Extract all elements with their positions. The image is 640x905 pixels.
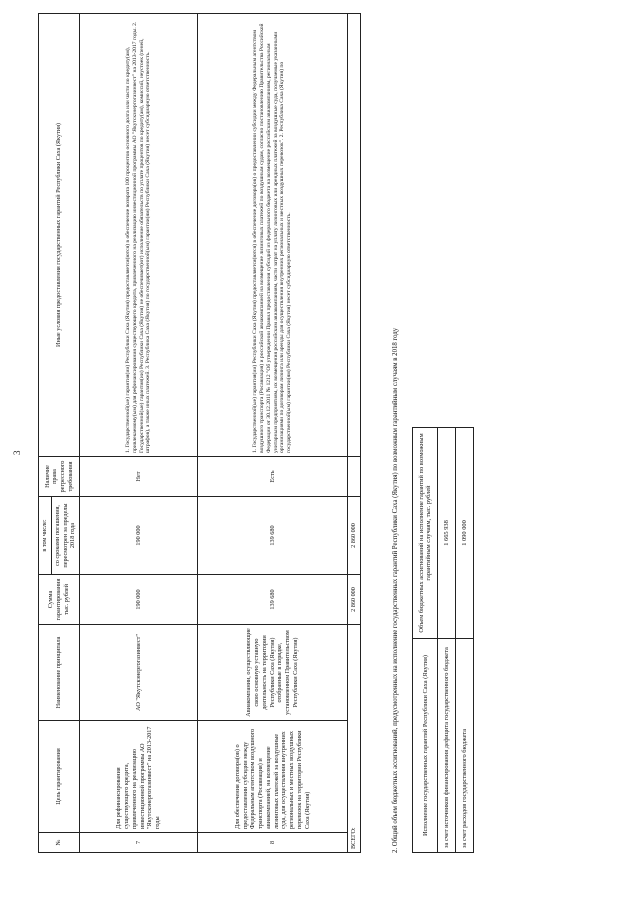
t2-row-value: 1 665 938 <box>438 428 456 639</box>
t2-header-col1: Исполнение государственных гарантий Республики Саха (Якутия) <box>413 639 438 853</box>
table-row <box>198 14 348 853</box>
header-num: № <box>39 833 80 853</box>
t2-row-label: за счет источников финансирования дефицита государственного бюджета <box>438 639 456 853</box>
header-deadline: со сроками погашения, пересмотрен за пределы 2018 года <box>51 497 79 575</box>
header-regress: Наличие права регрессного требования <box>39 457 80 497</box>
section-2-heading: 2. Общий объем бюджетных ассигнований, предусмотренных на исполнение государственных гарантий Республики Саха (Якутия) по возможным гарантийным случаям в 2018 году <box>392 327 399 853</box>
header-conditions: Иные условия предоставления государственных гарантий Республики Саха (Якутия) <box>39 14 80 457</box>
execution-table <box>412 427 474 853</box>
header-purpose: Цель гарантирования <box>39 721 80 833</box>
row-deadline: 139 680 <box>198 497 348 575</box>
row-regress: Есть <box>198 457 348 497</box>
table-row <box>438 428 456 853</box>
t2-header-col2: Объем бюджетных ассигнований на исполнение гарантий по возможным гарантийным случаям, тыс. рублей <box>413 428 438 639</box>
t2-row-value: 1 090 000 <box>456 428 474 639</box>
table-row <box>456 428 474 853</box>
guarantees-table <box>38 13 361 853</box>
total-row <box>348 14 361 853</box>
row-amount: 139 680 <box>198 575 348 625</box>
page-number: 3 <box>12 450 22 455</box>
row-purpose: Для обеспечения договора(ов) о предоставлении субсидии между Федеральным агентством воздушного транспорта (Росавиация) и авиакомпанией, на возмещение лизинговых платежей за воздушные суда, для осуществления внутренних региональных и местных воздушных перевозок на территории Республики Саха (Якутия) <box>198 721 348 833</box>
header-incl: в том числе: <box>39 497 52 575</box>
header-principal: Наименование принципала <box>39 625 80 721</box>
total-label: ВСЕГО: <box>348 625 361 853</box>
row-principal: АО "Якутскэнергогазинвест" <box>80 625 198 721</box>
row-regress: Нет <box>80 457 198 497</box>
row-conditions: 1. Государственной(ые) гарантия(ии) Республики Саха (Якутия) предоставляется(ются) в обеспечение договора(ов) о предоставлении субсидии между Федеральным агентством воздушного транспорта (Росавиация) и российской авиакомпанией на возмещение лизинговых платежей по воздушным судам, согласно постановлению Правительства Российской Федерации от 30.12.2011 № 1212 "Об утверждении Правил предоставления субсидий из федерального бюджета на возмещение российским авиакомпаниям, региональным унитарным предприятиям, их возмещения российским авиакомпаниям, части затрат на уплату лизинговых или арендных платежей за воздушные суда, получаемые указанными организациями по договорам лизинга или аренды для осуществления внутренних региональных и местных воздушных перевозок". 2. Республика Саха (Якутия) по государственной(ым) гарантии(ям) Республики Саха (Якутия) несет субсидиарную ответственность. <box>198 14 348 457</box>
header-amount: Сумма гарантирования тыс. рублей <box>39 575 80 625</box>
total-amount: 2 860 000 <box>348 575 361 625</box>
row-amount: 190 000 <box>80 575 198 625</box>
total-deadline: 2 860 000 <box>348 497 361 575</box>
t2-row-label: за счет расходов государственного бюджета <box>456 639 474 853</box>
table-row <box>80 14 198 853</box>
row-num: 7 <box>80 833 198 853</box>
row-deadline: 190 000 <box>80 497 198 575</box>
row-purpose: Для рефинансирования существующего кредита, привлеченного на реализацию инвестиционной программы АО "Якутскэнергогазинвест" на 2013-2017 годы <box>80 721 198 833</box>
row-principal: Авиакомпании, осуществляющие свою основную уставную деятельность на территории Республики Саха (Якутия) отобранные в порядке, установленном Правительством Республики Саха (Якутия) <box>198 625 348 721</box>
row-num: 8 <box>198 833 348 853</box>
row-conditions: 1. Государственной(ые) гарантия(ии) Республики Саха (Якутия) предоставляется(ются) в обеспечение возврата 100 процентов основного долга или части по кредиту(ам), привлекаемому(ым) для рефинансирования существующего кредита, привлеченного на реализацию инвестиционной программы АО "Якутскэнергогазинвест" на 2013-2017 годы. 2. Государственной(ые) гарантия(ии) Республики Саха (Якутия) не обеспечивает(ют) исполнение обязательств по уплате процентов по кредиту(ам), комиссий, неустоек (пеней, штрафов), а также иных платежей. 3. Республика Саха (Якутия) по государственной(ым) гарантии(ям) Республики Саха (Якутия) несет субсидиарную ответственность. <box>80 14 198 457</box>
